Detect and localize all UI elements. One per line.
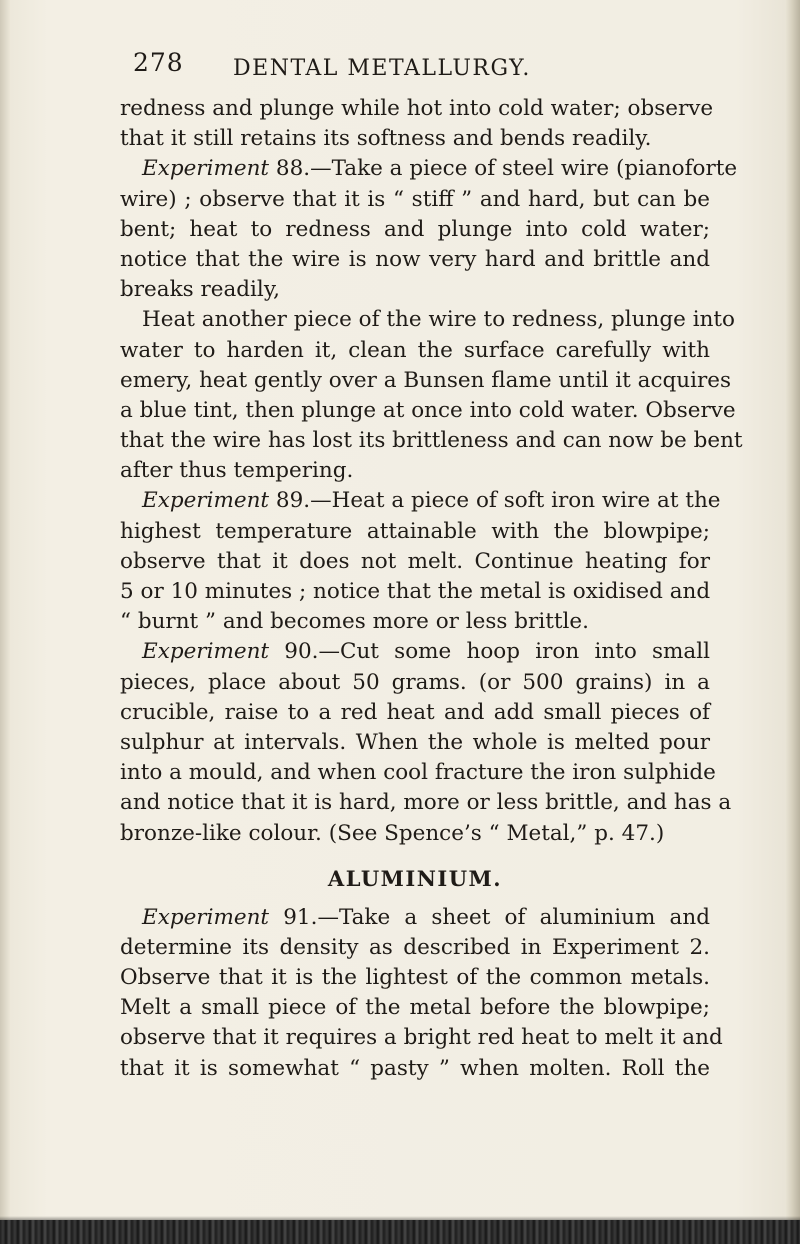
text-line: 5 or 10 minutes ; notice that the metal is oxidised and	[120, 579, 711, 604]
text-line: that it still retains its softness and bends readily.	[120, 126, 652, 152]
page-number: 278	[133, 48, 184, 77]
text-line: Heat another piece of the wire to redness, plunge into	[142, 307, 736, 333]
text-line: breaks readily,	[120, 277, 280, 303]
text-line: notice that the wire is now very hard and brittle and	[120, 246, 710, 272]
text-line: and notice that it is hard, more or less brittle, and has a	[120, 790, 732, 816]
running-title: DENTAL METALLURGY.	[233, 56, 531, 81]
experiment-label: Experiment	[142, 639, 270, 665]
page-edge	[786, 0, 800, 1244]
text-line: water to harden it, clean the surface carefully with	[120, 337, 710, 363]
text-line: into a mould, and when cool fracture the iron sulphide	[120, 760, 716, 786]
text-line: wire) ; observe that it is “ stiff ” and hard, but can be	[120, 186, 710, 212]
text-line: bent; heat to redness and plunge into cold water;	[120, 216, 710, 242]
text-line: determine its density as described in Experiment 2.	[120, 934, 710, 960]
text-line: observe that it requires a bright red heat to melt it and	[120, 1025, 723, 1051]
text-line: Observe that it is the lightest of the common metals.	[120, 965, 710, 991]
text-line: that the wire has lost its brittleness and can now be bent	[120, 428, 743, 454]
text-line: observe that it does not melt. Continue heating for	[120, 548, 710, 574]
experiment-label: Experiment	[142, 488, 270, 514]
text-line: a blue tint, then plunge at once into cold water. Observe	[120, 397, 736, 423]
text-line: “ burnt ” and becomes more or less brittle.	[120, 609, 589, 635]
text-line: emery, heat gently over a Bunsen flame until it acquires	[120, 367, 732, 393]
text-line: crucible, raise to a red heat and add small pieces of	[120, 699, 710, 725]
text-line: that it is somewhat “ pasty ” when molten. Roll the	[120, 1055, 710, 1081]
experiment-90-intro: 90.—Cut some hoop iron into small	[269, 639, 710, 665]
experiment-89-intro: 89.—Heat a piece of soft iron wire at the	[269, 488, 721, 514]
text-line: redness and plunge while hot into cold water; observe	[120, 96, 714, 121]
page-gutter-shadow	[0, 0, 10, 1244]
text-line: Melt a small piece of the metal before the blowpipe;	[120, 995, 710, 1021]
text-line: highest temperature attainable with the blowpipe;	[120, 518, 710, 544]
section-heading: ALUMINIUM.	[327, 865, 503, 891]
experiment-91-intro: 91.—Take a sheet of aluminium and	[269, 904, 710, 930]
experiment-91-first-line	[120, 903, 710, 933]
text-line: after thus tempering.	[120, 458, 354, 484]
experiment-89-first-line	[120, 486, 721, 516]
experiment-88-intro: 88.—Take a piece of steel wire (pianoforte	[269, 156, 738, 182]
page-header	[133, 48, 693, 88]
experiment-90-first-line	[120, 637, 710, 667]
scan-bottom-edge	[0, 1220, 800, 1244]
text-line: pieces, place about 50 grams. (or 500 grains) in a	[120, 669, 710, 695]
experiment-88-first-line	[120, 154, 738, 184]
text-line: bronze-like colour. (See Spence’s “ Metal,” p. 47.)	[120, 820, 665, 846]
experiment-label: Experiment	[142, 904, 270, 930]
page-body	[120, 94, 743, 1084]
experiment-label: Experiment	[142, 156, 270, 182]
text-line: sulphur at intervals. When the whole is melted pour	[120, 729, 710, 755]
